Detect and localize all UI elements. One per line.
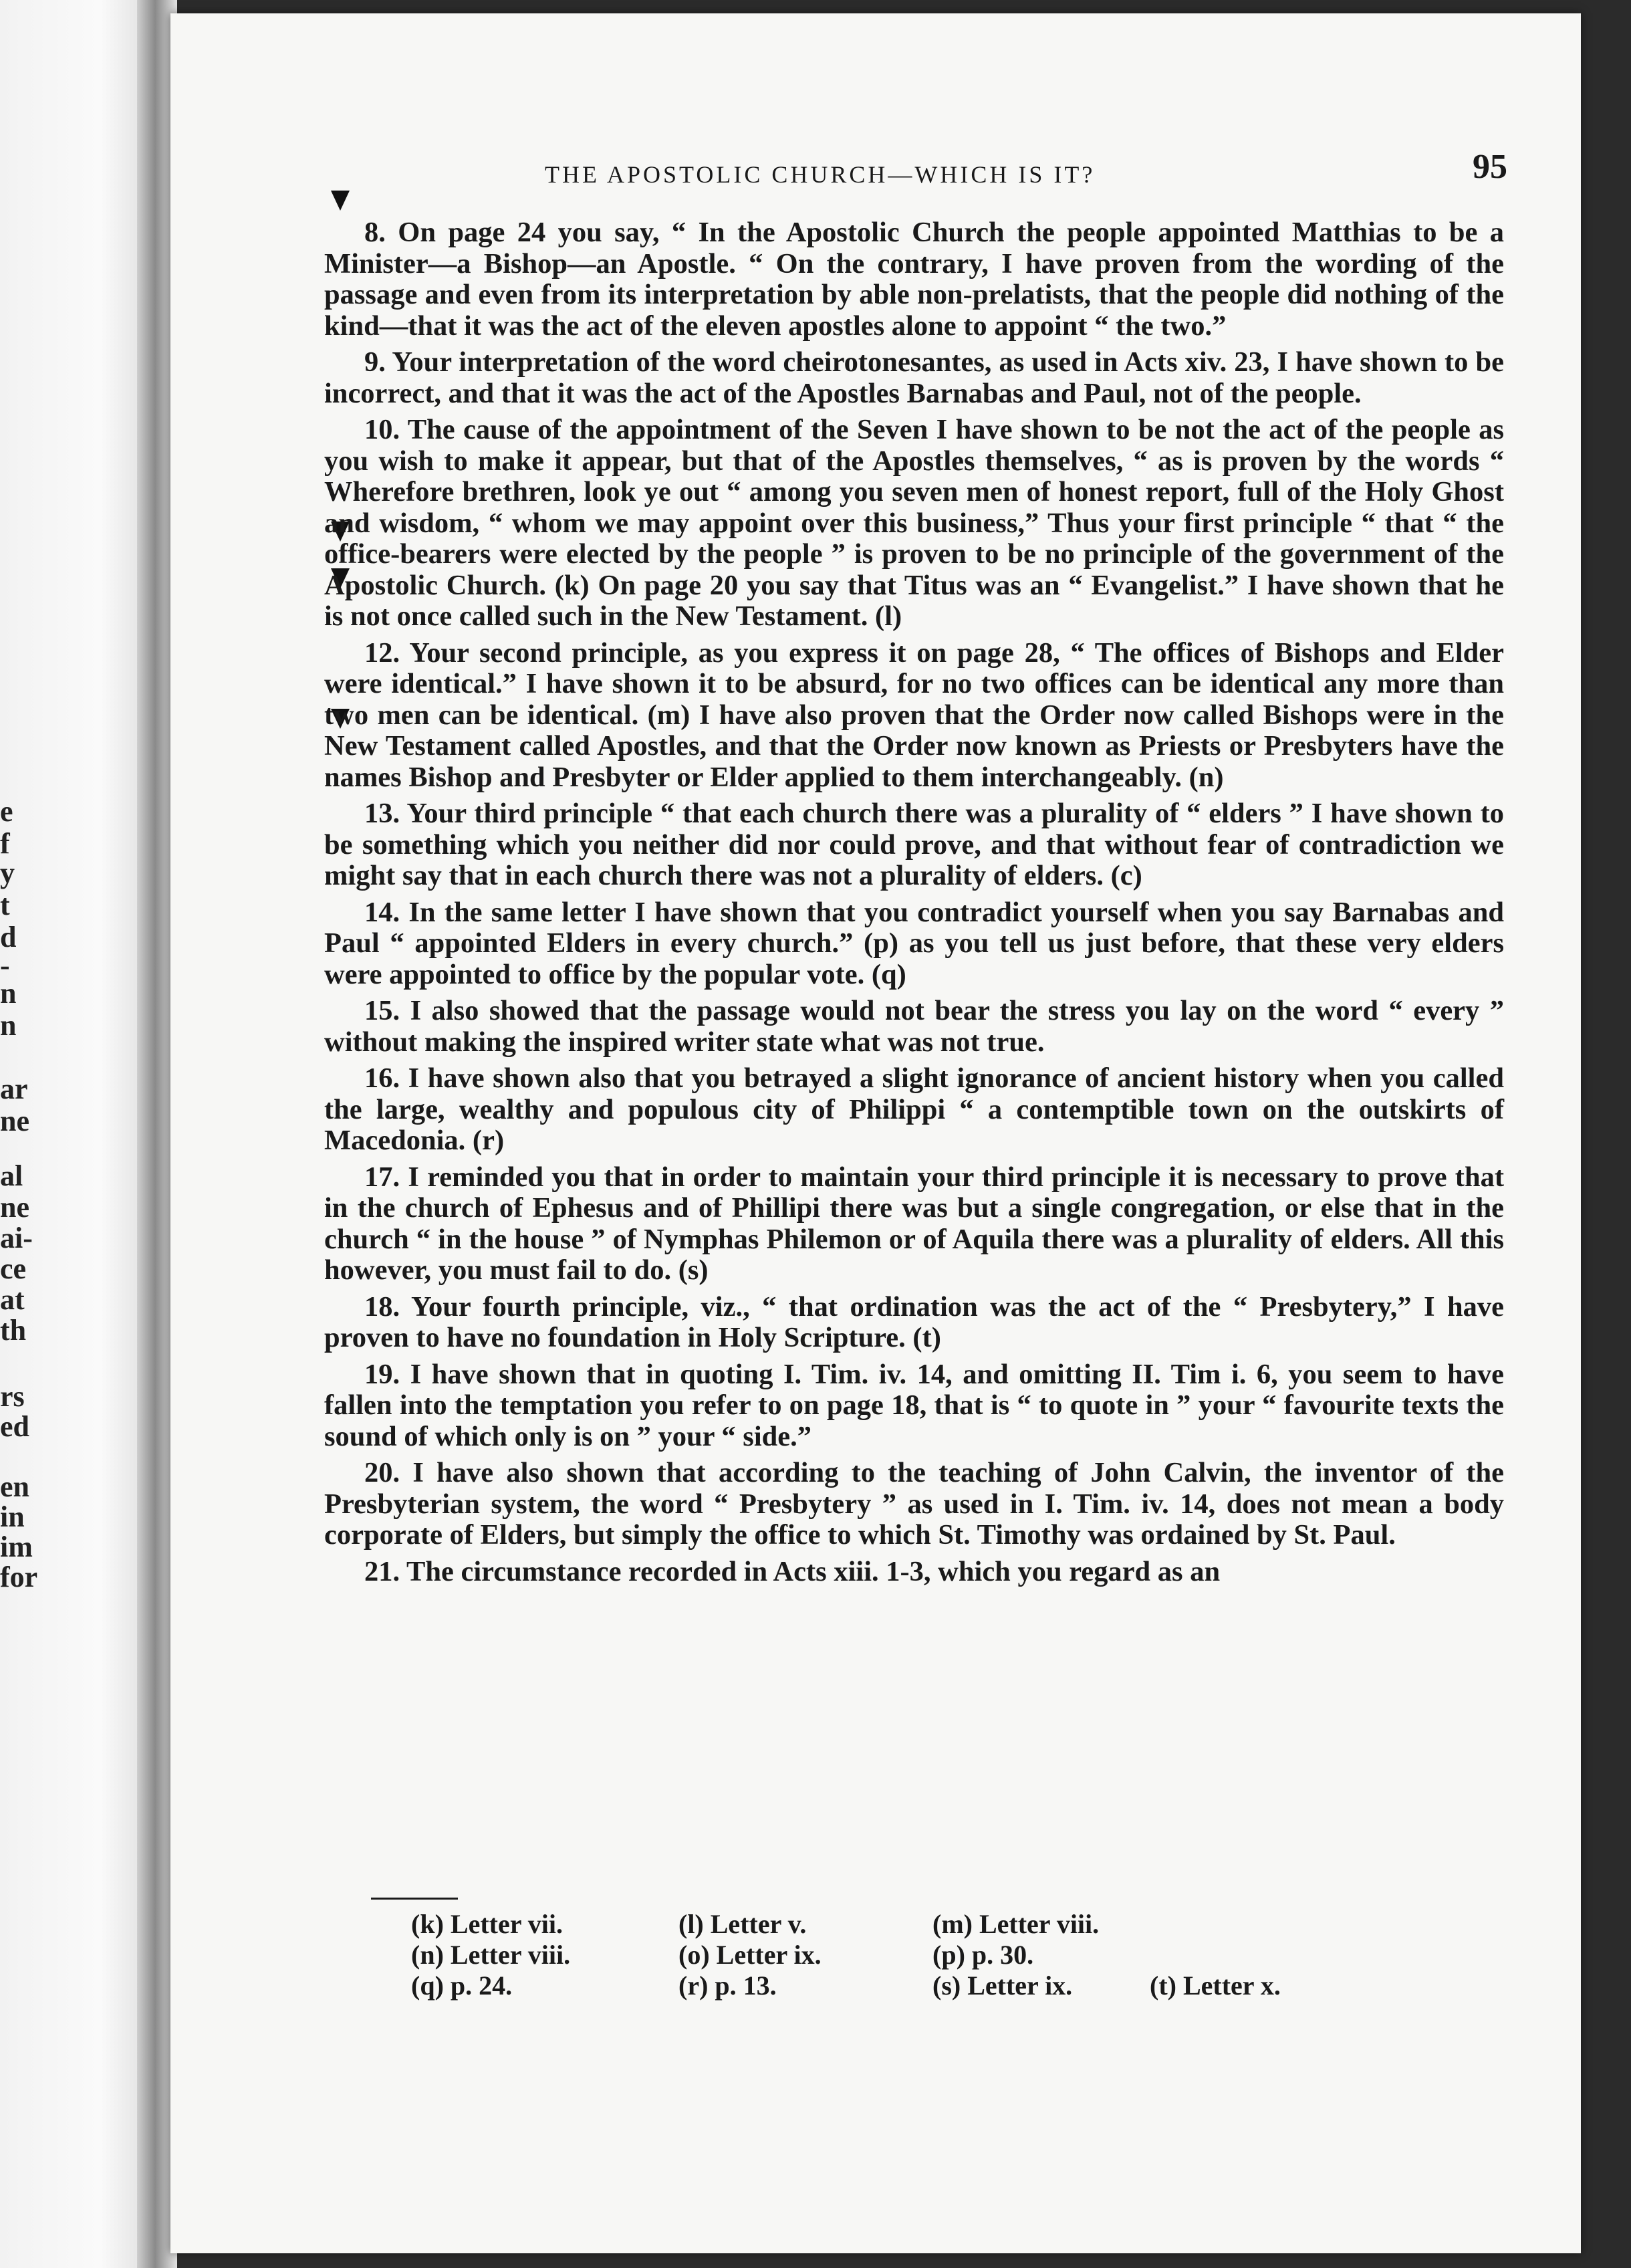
paragraph: 13. Your third principle “ that each church there was a plurality of “ elders ” I have shown to be something which you neither did nor could prove, and that without fear of contradiction we might say that in each church there was not a plurality of elders. (c) — [324, 798, 1504, 891]
facing-fragment: ai- — [0, 1222, 33, 1254]
paragraph: 16. I have shown also that you betrayed a slight ignorance of ancient history when you called the large, wealthy and populous city of Philippi “ a contemptible town on the outskirts of Macedonia. (r) — [324, 1062, 1504, 1156]
footnote: (q) p. 24. — [411, 1970, 513, 2001]
footnote: (o) Letter ix. — [678, 1940, 822, 1970]
footnote-row — [411, 1970, 1547, 2001]
footnote-row — [411, 1909, 1547, 1940]
facing-fragment: at — [0, 1283, 25, 1316]
facing-fragment: d — [0, 921, 17, 953]
footnote: (n) Letter viii. — [411, 1940, 571, 1970]
facing-fragment: t — [0, 889, 10, 921]
facing-fragment: in — [0, 1500, 25, 1533]
paragraph: 12. Your second principle, as you express it on page 28, “ The offices of Bishops and Elder were identical.” I have shown it to be absurd, for no two offices can be identical any more than two men can be identical. (m) I have also proven that the Order now called Bishops were in the New Testament called Apostles, and that the Order now known as Priests or Presbyters have the names Bishop and Presbyter or Elder applied to them interchangeably. (n) — [324, 637, 1504, 793]
facing-fragment: n — [0, 1009, 17, 1042]
footnote: (t) Letter x. — [1150, 1970, 1281, 2001]
footnote: (s) Letter ix. — [932, 1970, 1073, 2001]
paragraph: 18. Your fourth principle, viz., “ that ordination was the act of the “ Presbytery,” I have proven to have no foundation in Holy Scripture. (t) — [324, 1290, 1504, 1353]
facing-fragment: rs — [0, 1380, 25, 1413]
paragraph: 19. I have shown that in quoting I. Tim. iv. 14, and omitting II. Tim i. 6, you seem to have fallen into the temptation you refer to on page 18, that is “ to quote in ” your “ favourite texts the sound of which only is on ” your “ side.” — [324, 1358, 1504, 1452]
footnote: (l) Letter v. — [678, 1909, 807, 1939]
binding-mark — [331, 191, 350, 211]
page-header — [545, 147, 1547, 201]
footnote: (r) p. 13. — [678, 1970, 777, 2001]
page-number: 95 — [1473, 148, 1507, 186]
footnote — [1150, 1940, 1350, 1970]
facing-fragment: en — [0, 1470, 29, 1503]
facing-fragment: im — [0, 1530, 33, 1563]
facing-fragment: ed — [0, 1410, 29, 1443]
footnote: (p) p. 30. — [932, 1940, 1034, 1970]
footnotes — [411, 1909, 1547, 2001]
paragraph: 14. In the same letter I have shown that you contradict yourself when you say Barnabas and Paul “ appointed Elders in every church.” (p) as you tell us just before, that these very elders were appointed to office by the popular vote. (q) — [324, 896, 1504, 990]
facing-fragment: ce — [0, 1252, 27, 1285]
body-text — [324, 217, 1504, 1593]
facing-fragment: th — [0, 1314, 27, 1347]
footnote-rule — [371, 1898, 458, 1900]
facing-fragment: - — [0, 949, 10, 982]
facing-fragment: ne — [0, 1105, 29, 1137]
facing-fragment: ar — [0, 1072, 28, 1105]
facing-fragment: f — [0, 827, 10, 860]
footnote — [1150, 1909, 1350, 1940]
paragraph: 17. I reminded you that in order to maintain your third principle it is necessary to prove that in the church of Ephesus and of Phillipi there was but a single congregation, or else that in the church “ in the house ” of Nymphas Philemon or of Aquila there was a plurality of elders. All this however, you must fail to do. (s) — [324, 1161, 1504, 1286]
footnote: (k) Letter vii. — [411, 1909, 563, 1939]
footnote-row — [411, 1940, 1547, 1970]
running-title: THE APOSTOLIC CHURCH—WHICH IS IT? — [545, 161, 1096, 188]
paragraph: 20. I have also shown that according to the teaching of John Calvin, the inventor of the Presbyterian system, the word “ Presbytery ” as used in I. Tim. iv. 14, does not mean a body corporate of Elders, but simply the office to which St. Timothy was ordained by St. Paul. — [324, 1457, 1504, 1551]
paragraph: 9. Your interpretation of the word cheirotonesantes, as used in Acts xiv. 23, I have shown to be incorrect, and that it was the act of the Apostles Barnabas and Paul, not of the people. — [324, 346, 1504, 409]
paragraph: 21. The circumstance recorded in Acts xiii. 1-3, which you regard as an — [364, 1555, 1221, 1587]
paragraph: 8. On page 24 you say, “ In the Apostolic Church the people appointed Matthias to be a Minister—a Bishop—an Apostle. “ On the contrary, I have proven from the wording of the passage and even from its interpretation by able non-prelatists, that the people did nothing of the kind—that it was the act of the eleven apostles alone to appoint “ the two.” — [324, 217, 1504, 342]
facing-fragment: y — [0, 857, 15, 889]
footnote: (m) Letter viii. — [932, 1909, 1100, 1939]
facing-fragment: n — [0, 977, 17, 1010]
facing-fragment: e — [0, 795, 13, 828]
paragraph: 10. The cause of the appointment of the Seven I have shown to be not the act of the people as you wish to make it appear, but that of the Apostles themselves, “ as is proven by the words “ Wherefore brethren, look ye out “ among you seven men of honest report, full of the Holy Ghost and wisdom, “ whom we may appoint over this business,” Thus your first principle “ that “ the office-bearers were elected by the people ” is proven to be no principle of the government of the Apostolic Church. (k) On page 20 you say that Titus was an “ Evangelist.” I have shown that he is not once called such in the New Testament. (l) — [324, 414, 1504, 632]
book-page — [170, 13, 1581, 2253]
facing-fragment: for — [0, 1561, 38, 1593]
facing-fragment: al — [0, 1159, 23, 1192]
paragraph: 15. I also showed that the passage would not bear the stress you lay on the word “ every ” without making the inspired writer state what was not true. — [324, 995, 1504, 1058]
facing-fragment: ne — [0, 1191, 29, 1224]
